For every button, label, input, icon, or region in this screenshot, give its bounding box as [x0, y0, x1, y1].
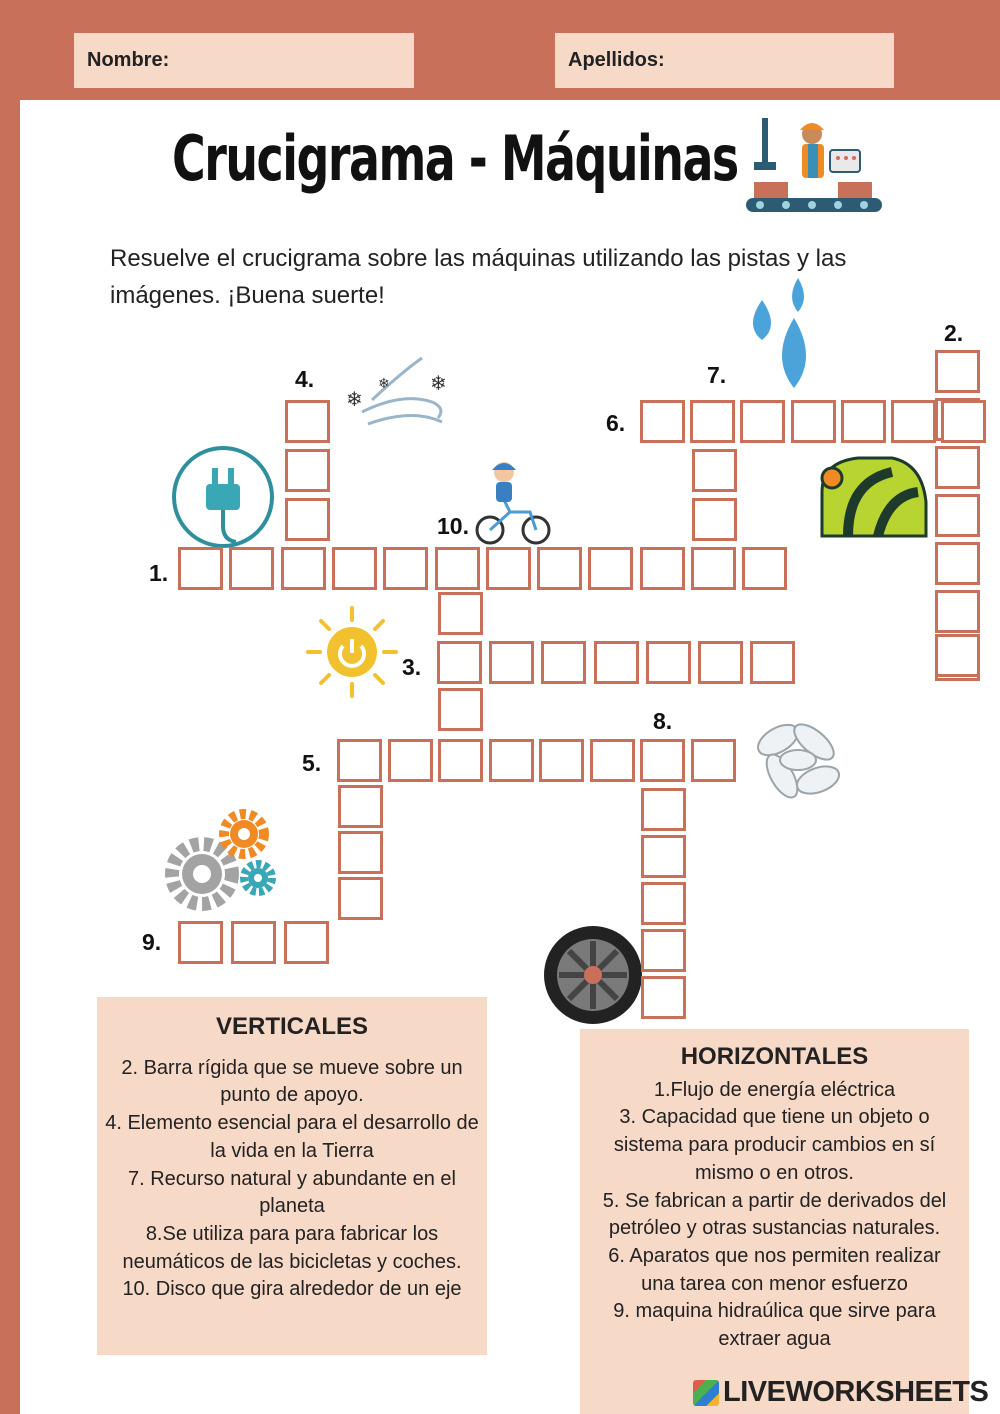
crossword-cell[interactable]	[641, 788, 686, 831]
page-title: Crucigrama - Máquinas	[172, 122, 738, 195]
crossword-cell[interactable]	[935, 542, 980, 585]
crossword-cell[interactable]	[541, 641, 586, 684]
clue-number-5: 5.	[302, 750, 322, 776]
crossword-cell[interactable]	[281, 547, 326, 590]
crossword-cell[interactable]	[383, 547, 428, 590]
name-field[interactable]	[74, 33, 414, 88]
clue-number-9: 9.	[142, 929, 162, 955]
crossword-cell[interactable]	[935, 494, 980, 537]
crossword-cell[interactable]	[594, 641, 639, 684]
crossword-cell[interactable]	[337, 739, 382, 782]
crossword-cell[interactable]	[229, 547, 274, 590]
gadget-icon	[818, 452, 930, 544]
instructions-text: Resuelve el crucigrama sobre las máquinas utilizando las pistas y las imágenes. ¡Buena suerte!	[110, 245, 847, 309]
horizontal-clue-3: 3. Capacidad que tiene un objeto o sistema para producir cambios en sí mismo o en otros.	[613, 1106, 936, 1184]
crossword-cell[interactable]	[690, 400, 735, 443]
surname-label: Apellidos:	[568, 49, 665, 71]
crossword-cell[interactable]	[537, 547, 582, 590]
crossword-cell[interactable]	[338, 831, 383, 874]
vertical-clue-2: 2. Barra rígida que se mueve sobre un punto de apoyo.	[121, 1056, 463, 1107]
crossword-cell[interactable]	[338, 785, 383, 828]
vertical-clue-8: 8.Se utiliza para para fabricar los neumáticos de las bicicletas y coches.	[122, 1222, 462, 1273]
crossword-cell[interactable]	[750, 641, 795, 684]
vertical-clue-4: 4. Elemento esencial para el desarrollo de la vida en la Tierra	[105, 1112, 479, 1162]
crossword-cell[interactable]	[935, 446, 980, 489]
horizontal-clue-5: 5. Se fabrican a partir de derivados del petróleo y otras sustancias naturales.	[602, 1189, 947, 1240]
crossword-cell[interactable]	[178, 921, 223, 964]
crossword-cell[interactable]	[437, 641, 482, 684]
clue-number-4: 4.	[295, 366, 315, 392]
crossword-cell[interactable]	[941, 400, 986, 443]
crossword-cell[interactable]	[935, 350, 980, 393]
crossword-cell[interactable]	[692, 449, 737, 492]
name-label: Nombre:	[87, 49, 170, 71]
crossword-cell[interactable]	[691, 739, 736, 782]
crossword-cell[interactable]	[742, 547, 787, 590]
vertical-clue-10: 10. Disco que gira alrededor de un eje	[122, 1278, 462, 1301]
clue-number-8: 8.	[653, 708, 673, 734]
clue-number-1: 1.	[149, 560, 169, 586]
clue-number-10: 10.	[437, 513, 469, 539]
sun-power-icon	[306, 606, 398, 698]
clue-number-6: 6.	[606, 410, 626, 436]
vertical-clue-7: 7. Recurso natural y abundante en el planeta	[128, 1167, 456, 1218]
plug-icon	[170, 444, 276, 550]
crossword-cell[interactable]	[285, 498, 330, 541]
crossword-cell[interactable]	[539, 739, 584, 782]
crossword-cell[interactable]	[178, 547, 223, 590]
clue-number-2: 2.	[944, 320, 964, 346]
water-drops-icon	[740, 278, 820, 390]
crossword-cell[interactable]	[438, 688, 483, 731]
worker-machine-icon	[746, 112, 882, 216]
crossword-cell[interactable]	[740, 400, 785, 443]
crossword-cell[interactable]	[641, 976, 686, 1019]
clue-number-3: 3.	[402, 654, 422, 680]
crossword-cell[interactable]	[935, 634, 980, 677]
horizontal-clues-heading: HORIZONTALES	[680, 1043, 869, 1070]
wheel-icon	[542, 924, 644, 1026]
crossword-cell[interactable]	[489, 739, 534, 782]
cyclist-icon	[470, 460, 554, 550]
horizontal-clue-9: 9. maquina hidraúlica que sirve para extraer agua	[613, 1300, 936, 1351]
crossword-cell[interactable]	[641, 835, 686, 878]
crossword-cell[interactable]	[438, 739, 483, 782]
vertical-clues-panel	[97, 997, 487, 1355]
crossword-cell[interactable]	[698, 641, 743, 684]
crossword-cell[interactable]	[640, 547, 685, 590]
gears-icon	[168, 808, 278, 910]
liveworksheets-logo	[693, 1376, 988, 1409]
crossword-cell[interactable]	[590, 739, 635, 782]
svg-text:❄: ❄	[378, 375, 390, 391]
logo-text: LIVEWORKSHEETS	[723, 1376, 989, 1408]
crossword-cell[interactable]	[231, 921, 276, 964]
svg-text:❄: ❄	[346, 389, 363, 411]
crossword-cell[interactable]	[338, 877, 383, 920]
crossword-cell[interactable]	[588, 547, 633, 590]
crossword-cell[interactable]	[285, 449, 330, 492]
horizontal-clue-6: 6. Aparatos que nos permiten realizar una tarea con menor esfuerzo	[608, 1244, 941, 1295]
crossword-cell[interactable]	[691, 547, 736, 590]
crossword-cell[interactable]	[641, 882, 686, 925]
crossword-cell[interactable]	[641, 929, 686, 972]
clue-number-7: 7.	[707, 362, 727, 388]
crossword-cell[interactable]	[640, 400, 685, 443]
svg-text:❄: ❄	[430, 373, 447, 395]
crossword-cell[interactable]	[438, 592, 483, 635]
crossword-cell[interactable]	[841, 400, 886, 443]
logo-mark-icon	[693, 1380, 719, 1406]
crossword-cell[interactable]	[435, 547, 480, 590]
surname-field[interactable]	[555, 33, 894, 88]
horizontal-clue-1: 1.Flujo de energía eléctrica	[653, 1078, 896, 1101]
crossword-cell[interactable]	[332, 547, 377, 590]
crossword-cell[interactable]	[891, 400, 936, 443]
crossword-cell[interactable]	[640, 739, 685, 782]
wind-snow-icon	[342, 352, 454, 434]
crossword-cell[interactable]	[646, 641, 691, 684]
horizontal-clues-panel	[580, 1029, 969, 1414]
plastic-bottles-icon	[748, 710, 848, 810]
crossword-cell[interactable]	[285, 400, 330, 443]
crossword-cell[interactable]	[486, 547, 531, 590]
crossword-cell[interactable]	[935, 590, 980, 633]
crossword-cell[interactable]	[388, 739, 433, 782]
crossword-cell[interactable]	[489, 641, 534, 684]
crossword-cell[interactable]	[284, 921, 329, 964]
vertical-clues-heading: VERTICALES	[215, 1013, 368, 1040]
crossword-cell[interactable]	[692, 498, 737, 541]
crossword-cell[interactable]	[791, 400, 836, 443]
